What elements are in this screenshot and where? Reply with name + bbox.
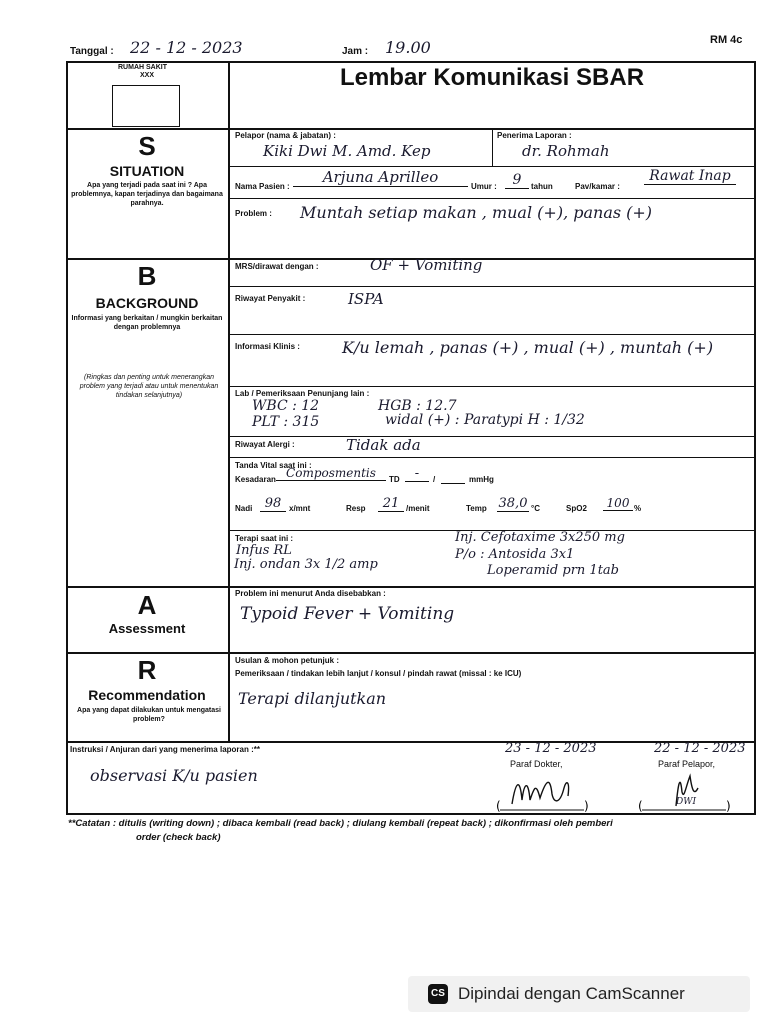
doctor-signature	[494, 770, 594, 814]
temp-unit: °C	[531, 504, 540, 513]
doctor-date: 23 - 12 - 2023	[505, 741, 597, 756]
receiver-value: dr. Rohmah	[522, 142, 610, 160]
background-note: (Ringkas dan penting untuk menerangkan problem yang terjadi atau untuk menentukan tindakan selanjutnya)	[79, 374, 219, 399]
assessment-label: Problem ini menurut Anda disebabkan :	[235, 589, 386, 598]
recommendation-desc: Apa yang dapat dilakukan untuk mengatasi problem?	[77, 707, 221, 723]
recommendation-label-2: Pemeriksaan / tindakan lebih lanjut / konsul / pindah rawat (missal : ke ICU)	[235, 669, 522, 678]
td-unit: mmHg	[469, 475, 494, 484]
patient-label: Nama Pasien :	[235, 182, 290, 191]
recommendation-title: Recommendation	[88, 687, 206, 703]
history-value: ISPA	[348, 290, 384, 308]
lab-plt: PLT : 315	[252, 414, 320, 430]
therapy-item-5: Loperamid prn 1tab	[487, 563, 619, 578]
problem-value: Muntah setiap makan , mual (+), panas (+)	[300, 203, 653, 222]
recommendation-label-1: Usulan & mohon petunjuk :	[235, 656, 339, 665]
svg-text:): )	[726, 799, 731, 812]
reporter-label: Pelapor (nama & jabatan) :	[235, 131, 336, 140]
hospital-name: RUMAH SAKIT	[118, 64, 167, 71]
time-label: Jam :	[342, 46, 369, 57]
background-title: BACKGROUND	[95, 295, 199, 311]
situation-desc: Apa yang terjadi pada saat ini ? Apa problemnya, kapan terjadinya dan bagaimana parahnya.	[71, 182, 223, 207]
consciousness-value: Composmentis	[276, 466, 386, 481]
recommendation-value: Terapi dilanjutkan	[238, 689, 387, 708]
svg-text:): )	[584, 799, 589, 813]
reporter-signature-name: DWI	[676, 797, 697, 807]
resp-label: Resp	[346, 504, 366, 513]
age-label: Umur :	[471, 182, 497, 191]
camscanner-logo-icon: CS	[428, 984, 448, 1004]
form-title: Lembar Komunikasi SBAR	[339, 64, 645, 91]
room-label: Pav/kamar :	[575, 182, 620, 191]
therapy-item-4: P/o : Antosida 3x1	[455, 547, 575, 562]
therapy-label: Terapi saat ini :	[235, 534, 294, 543]
lab-widal: widal (+) : Paratypi H : 1/32	[385, 412, 585, 428]
vitals-label: Tanda Vital saat ini :	[235, 461, 312, 470]
background-letter: B	[137, 261, 157, 291]
assessment-value: Typoid Fever + Vomiting	[240, 604, 455, 624]
rm-code: RM 4c	[710, 34, 743, 46]
lab-hgb: HGB : 12.7	[378, 398, 457, 414]
recommendation-letter: R	[137, 655, 157, 685]
pulse-unit: x/mnt	[289, 504, 311, 513]
allergy-value: Tidak ada	[346, 436, 421, 454]
assessment-title: Assessment	[108, 621, 186, 636]
reporter-date: 22 - 12 - 2023	[654, 741, 746, 756]
age-value: 9	[505, 172, 529, 189]
camscanner-text: Dipindai dengan CamScanner	[458, 984, 685, 1003]
pulse-label: Nadi	[235, 504, 253, 513]
temp-value: 38,0	[498, 496, 528, 511]
time-value: 19.00	[385, 38, 431, 57]
history-label: Riwayat Penyakit :	[235, 294, 306, 303]
receiver-label: Penerima Laporan :	[497, 131, 572, 140]
hospital-logo-box	[112, 85, 180, 127]
reporter-value: Kiki Dwi M. Amd. Kep	[263, 142, 431, 160]
allergy-label: Riwayat Alergi :	[235, 440, 295, 449]
td-value: -	[405, 466, 429, 482]
age-unit: tahun	[531, 182, 553, 191]
problem-label: Problem :	[235, 209, 272, 218]
therapy-item-3: Inj. Cefotaxime 3x250 mg	[455, 530, 625, 545]
clinical-value: K/u lemah , panas (+) , mual (+) , muntah (+)	[342, 338, 714, 357]
td-separator: /	[433, 475, 436, 484]
mrs-label: MRS/dirawat dengan :	[235, 262, 319, 271]
spo2-value: 100	[603, 496, 633, 511]
resp-unit: /menit	[406, 504, 430, 513]
hospital-sub: XXX	[140, 72, 155, 79]
lab-label: Lab / Pemeriksaan Penunjang lain :	[235, 389, 370, 398]
spo2-label: SpO2	[566, 504, 587, 513]
therapy-item-1: Infus RL	[236, 543, 292, 558]
therapy-item-2: Inj. ondan 3x 1/2 amp	[234, 557, 378, 572]
consciousness-label: Kesadaran	[235, 475, 276, 484]
mrs-value: OF + Vomiting	[370, 256, 483, 274]
date-value: 22 - 12 - 2023	[130, 38, 243, 57]
room-value: Rawat Inap	[644, 168, 736, 185]
doctor-paraf-label: Paraf Dokter,	[510, 759, 563, 769]
pulse-value: 98	[260, 496, 286, 512]
instruction-label: Instruksi / Anjuran dari yang menerima laporan :**	[70, 745, 260, 754]
resp-value: 21	[378, 496, 404, 512]
footnote-line-1: **Catatan : ditulis (writing down) ; dibaca kembali (read back) ; diulang kembali (repeat back) ; dikonfirmasi oleh pemberi	[68, 818, 613, 829]
situation-letter: S	[138, 131, 156, 161]
background-desc: Informasi yang berkaitan / mungkin berkaitan dengan problemnya	[71, 315, 223, 331]
clinical-label: Informasi Klinis :	[235, 342, 300, 351]
lab-wbc: WBC : 12	[252, 398, 320, 414]
assessment-letter: A	[137, 590, 157, 620]
spo2-unit: %	[634, 504, 642, 513]
td-label: TD	[389, 475, 400, 484]
date-label: Tanggal :	[70, 46, 114, 57]
patient-value: Arjuna Aprilleo	[293, 168, 468, 187]
instruction-value: observasi K/u pasien	[90, 766, 258, 785]
svg-text:(: (	[638, 799, 643, 812]
svg-text:(: (	[496, 799, 501, 813]
reporter-paraf-label: Paraf Pelapor,	[658, 759, 716, 769]
temp-label: Temp	[466, 504, 487, 513]
td-diastolic-blank	[441, 470, 465, 484]
footnote-line-2: order (check back)	[136, 832, 221, 843]
situation-title: SITUATION	[109, 163, 185, 179]
